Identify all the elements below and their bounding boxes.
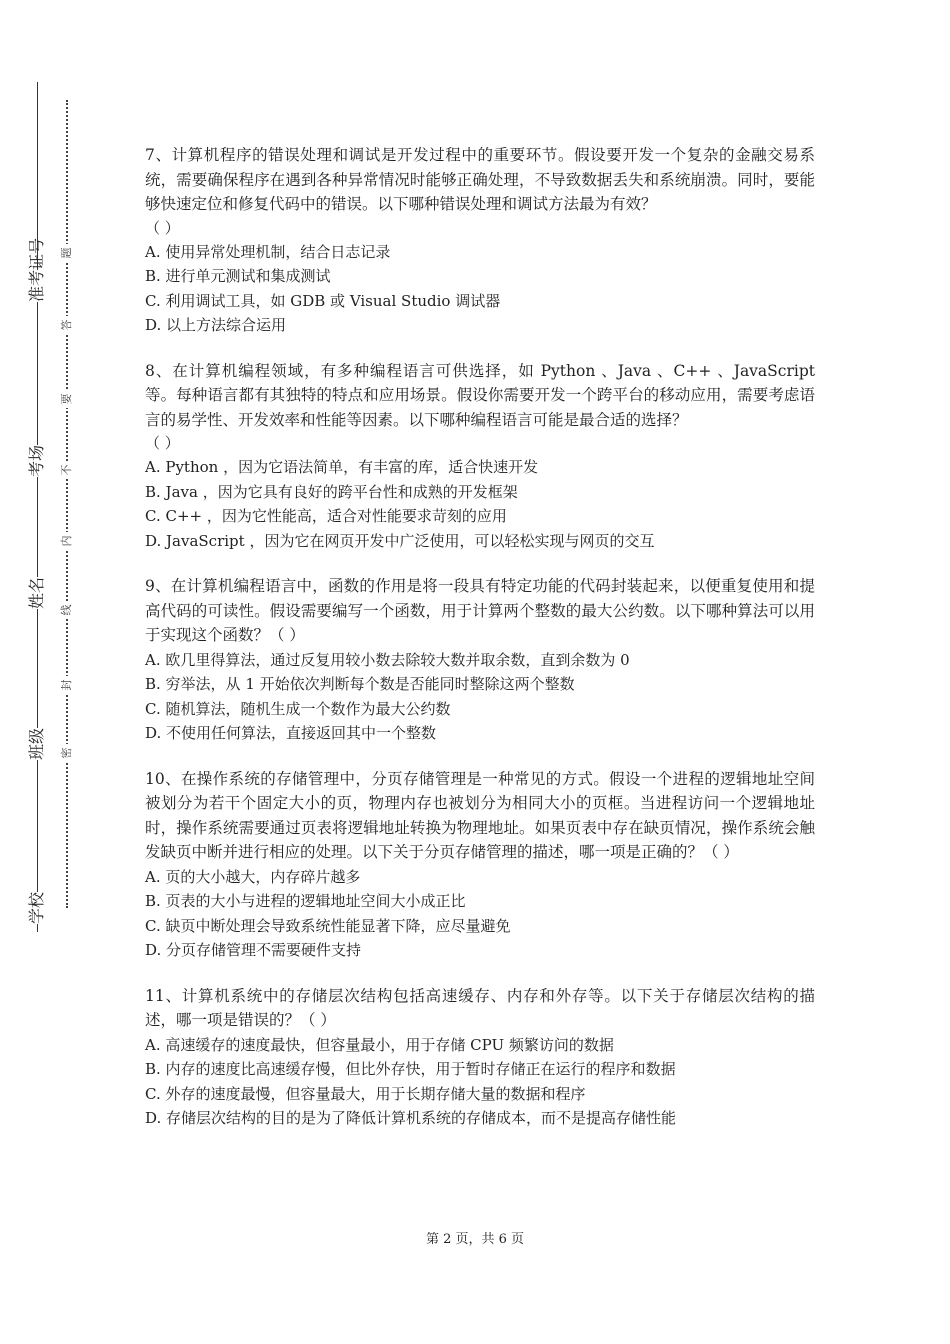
option-a: A. Python ，因为它语法简单，有丰富的库，适合快速开发: [145, 458, 539, 476]
page-number: 第 2 页，共 6 页: [425, 1232, 525, 1247]
seal-char: 答: [58, 316, 76, 334]
question-stem: 8、在计算机编程领域，有多种编程语言可供选择，如 Python 、Java 、C++ 、JavaScript 等。每种语言都有其独特的特点和应用场景。假设你需要开发一个跨平台的移动应用，需要考虑语言的易学性、开发效率和性能等因素。以下哪种编程语言可能是最合适的选择？: [145, 361, 815, 429]
seal-char: 线: [58, 601, 76, 619]
option-d: D. 存储层次结构的目的是为了降低计算机系统的存储成本，而不是提高存储性能: [145, 1109, 677, 1127]
option-b: B. 进行单元测试和集成测试: [145, 267, 331, 285]
seal-char: 封: [58, 676, 76, 694]
option-a: A. 使用异常处理机制，结合日志记录: [145, 242, 391, 261]
binding-dotted-line: [66, 100, 68, 908]
question-9: [145, 574, 815, 746]
answer-blank: （ ）: [145, 218, 180, 237]
option-c: C. 利用调试工具，如 GDB 或 Visual Studio 调试器: [145, 291, 501, 310]
question-11: [145, 984, 815, 1131]
option-c: C. 缺页中断处理会导致系统性能显著下降，应尽量避免: [145, 916, 511, 935]
school-label: 学校: [21, 892, 53, 924]
binding-margin: [0, 0, 80, 1344]
option-b: B. Java ，因为它具有良好的跨平台性和成熟的开发框架: [145, 482, 518, 501]
question-stem: 10、在操作系统的存储管理中，分页存储管理是一种常见的方式。假设一个进程的逻辑地址空间被划分为若干个固定大小的页，物理内存也被划分为相同大小的页框。当进程访问一个逻辑地址时，操作系统需要通过页表将逻辑地址转换为物理地址。如果页表中存在缺页情况，操作系统会触发缺页中断并进行相应的处理。以下关于分页存储管理的描述，哪一项是正确的？（ ）: [145, 769, 815, 861]
option-c: C. 随机算法，随机生成一个数作为最大公约数: [145, 699, 451, 718]
name-label: 姓名: [21, 577, 53, 609]
exam-room-label: 考场: [21, 445, 53, 477]
question-stem: 9、在计算机编程语言中，函数的作用是将一段具有特定功能的代码封装起来，以便重复使用和提高代码的可读性。假设需要编写一个函数，用于计算两个整数的最大公约数。以下哪种算法可以用于实现这个函数？（ ）: [145, 577, 815, 644]
question-7: [145, 143, 815, 338]
question-stem: 11、计算机系统中的存储层次结构包括高速缓存、内存和外存等。以下关于存储层次结构的描述，哪一项是错误的？（ ）: [145, 986, 815, 1029]
binding-solid-line: [37, 82, 38, 932]
question-list: [145, 143, 815, 1152]
question-10: [145, 767, 815, 963]
seal-char: 不: [58, 461, 76, 479]
option-c: C. C++ ，因为它性能高，适合对性能要求苛刻的应用: [145, 507, 507, 525]
seal-char: 内: [58, 532, 76, 550]
option-a: A. 欧几里得算法，通过反复用较小数去除较大数并取余数，直到余数为 0: [145, 650, 630, 669]
option-d: D. 不使用任何算法，直接返回其中一个整数: [145, 724, 437, 742]
answer-blank: （ ）: [145, 434, 180, 452]
exam-number-label: 准考证号: [21, 270, 53, 302]
option-d: D. 以上方法综合运用: [145, 316, 287, 334]
option-a: A. 高速缓存的速度最快，但容量最小，用于存储 CPU 频繁访问的数据: [145, 1035, 614, 1054]
option-a: A. 页的大小越大，内存碎片越多: [145, 867, 361, 886]
option-c: C. 外存的速度最慢，但容量最大，用于长期存储大量的数据和程序: [145, 1084, 586, 1103]
seal-char: 要: [58, 390, 76, 408]
option-b: B. 页表的大小与进程的逻辑地址空间大小成正比: [145, 892, 466, 910]
option-b: B. 内存的速度比高速缓存慢，但比外存快，用于暂时存储正在运行的程序和数据: [145, 1060, 676, 1078]
question-stem: 7、计算机程序的错误处理和调试是开发过程中的重要环节。假设要开发一个复杂的金融交易系统，需要确保程序在遇到各种异常情况时能够正确处理，不导致数据丢失和系统崩溃。同时，要能够快速定位和修复代码中的错误。以下哪种错误处理和调试方法最为有效？: [145, 146, 815, 213]
option-d: D. JavaScript ，因为它在网页开发中广泛使用，可以轻松实现与网页的交互: [145, 531, 655, 550]
class-label: 班级: [21, 728, 53, 760]
question-8: [145, 359, 815, 554]
option-b: B. 穷举法，从 1 开始依次判断每个数是否能同时整除这两个整数: [145, 675, 575, 693]
seal-char: 密: [58, 744, 76, 762]
seal-char: 题: [58, 244, 76, 262]
option-d: D. 分页存储管理不需要硬件支持: [145, 941, 362, 959]
